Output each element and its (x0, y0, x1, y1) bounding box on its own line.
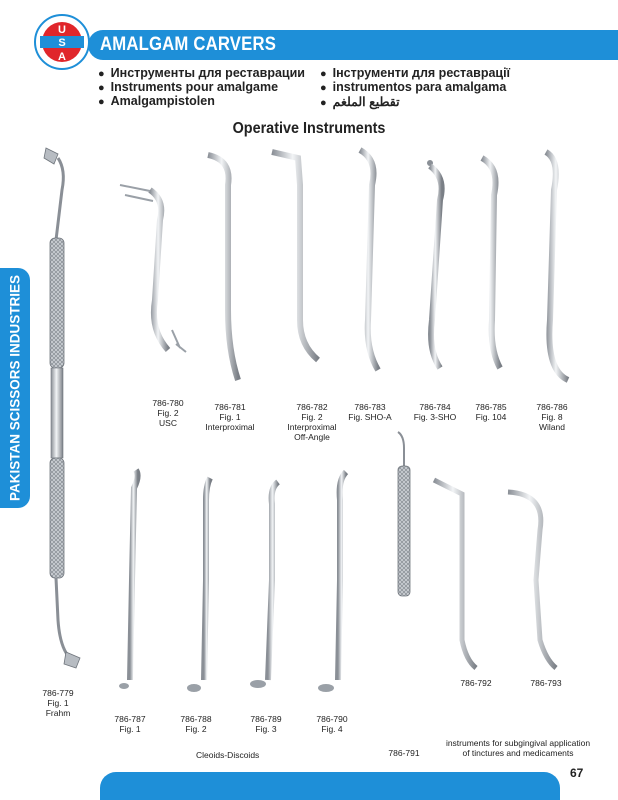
caption-786-779: 786-779 Fig. 1 Frahm (42, 688, 74, 718)
svg-text:U: U (58, 24, 66, 36)
list-item: ● Amalgampistolen (98, 94, 215, 108)
instrument-786-784 (427, 160, 442, 368)
footer-bar (100, 772, 560, 800)
caption-786-791: 786-791 (388, 748, 420, 758)
caption-786-781: 786-781 Fig. 1 Interproximal (205, 402, 255, 432)
list-item: ● Инструменты для реставрации (98, 66, 305, 80)
instrument-786-789 (250, 482, 278, 688)
caption-786-788: 786-788 Fig. 2 (180, 714, 212, 734)
caption-786-782: 786-782 Fig. 2 Interproximal Off-Angle (287, 402, 337, 442)
caption-786-790: 786-790 Fig. 4 (316, 714, 348, 734)
instrument-786-779 (44, 148, 80, 668)
page-title: AMALGAM CARVERS (100, 34, 277, 55)
instrument-786-780 (120, 185, 186, 352)
caption-786-789: 786-789 Fig. 3 (250, 714, 282, 734)
instrument-786-791 (398, 432, 410, 740)
svg-text:S: S (58, 37, 66, 49)
caption-786-780: 786-780 Fig. 2 USC (152, 398, 184, 428)
list-item: ● instrumentos para amalgama (320, 80, 507, 94)
instrument-786-782 (272, 152, 318, 360)
caption-786-786: 786-786 Fig. 8 Wiland (536, 402, 568, 432)
list-item: ● تقطيع الملغم (320, 95, 400, 109)
instrument-786-781 (208, 155, 238, 380)
group-caption-subgingival: instruments for subgingival application of tinctures and medicaments (445, 738, 591, 758)
list-item: ● Інструменти для реставрації (320, 66, 511, 80)
svg-text:A: A (58, 51, 66, 63)
instrument-786-785 (482, 158, 500, 368)
caption-786-785: 786-785 Fig. 104 (475, 402, 507, 422)
side-tab-text: PAKISTAN SCISSORS INDUSTRIES (7, 274, 23, 502)
caption-786-792: 786-792 (460, 678, 492, 688)
instrument-786-783 (360, 150, 378, 370)
section-title: Operative Instruments (232, 120, 386, 137)
caption-786-783: 786-783 Fig. SHO-A (348, 402, 392, 422)
instrument-786-788 (187, 478, 210, 692)
page-number: 67 (570, 766, 584, 780)
instrument-786-792 (434, 480, 476, 668)
instrument-786-786 (546, 152, 568, 380)
caption-786-787: 786-787 Fig. 1 (114, 714, 146, 734)
caption-786-784: 786-784 Fig. 3-SHO (413, 402, 457, 422)
instrument-786-787 (119, 470, 138, 689)
list-item: ● Instruments pour amalgame (98, 80, 279, 94)
instrument-786-790 (318, 472, 346, 692)
group-caption-cleoids: Cleoids-Discoids (196, 750, 260, 760)
instrument-786-793 (508, 492, 556, 668)
caption-786-793: 786-793 (530, 678, 562, 688)
